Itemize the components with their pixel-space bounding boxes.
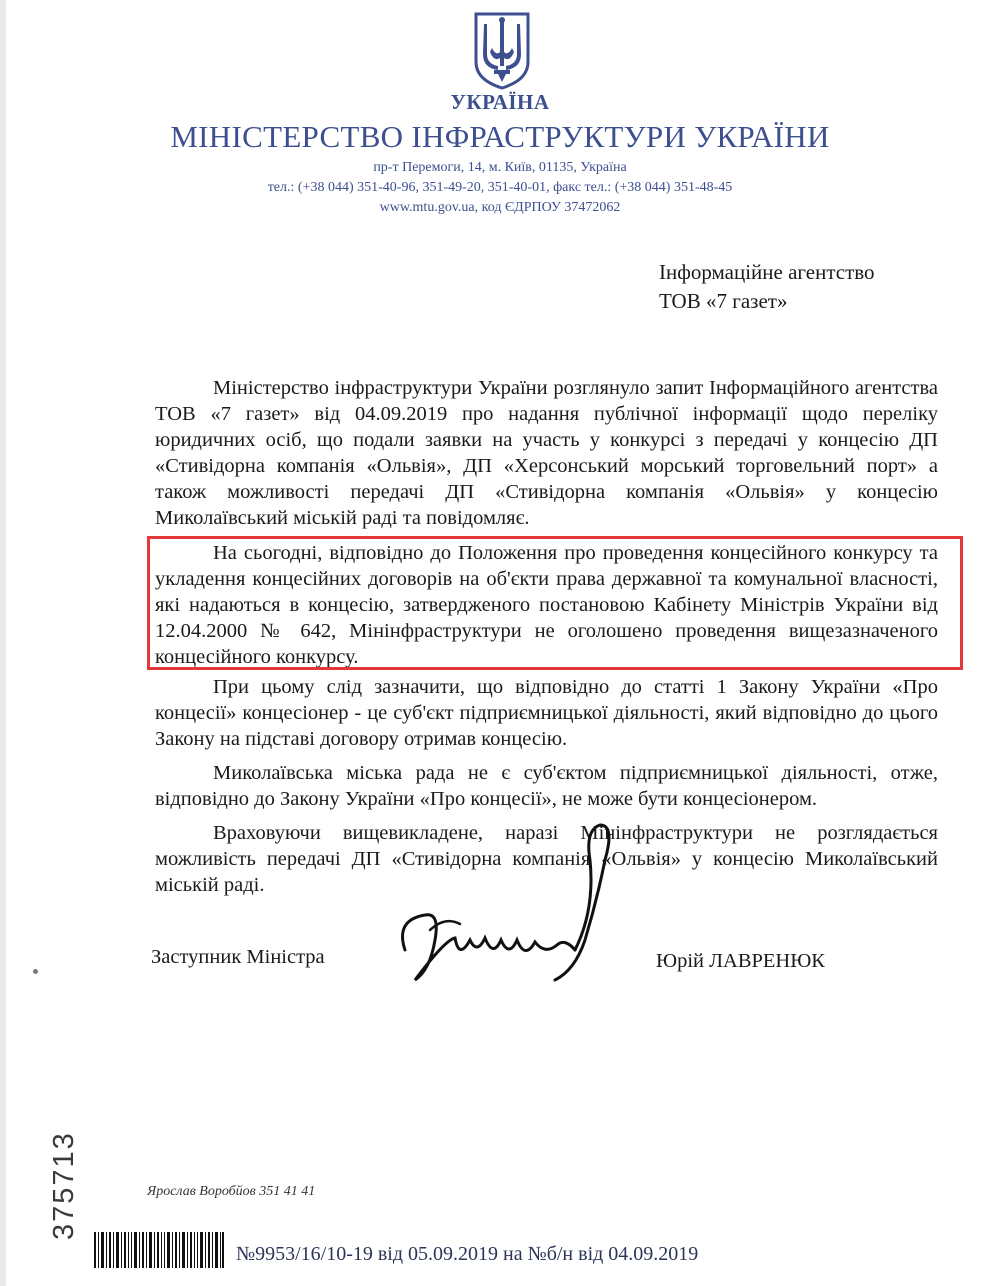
- paragraph-4: Миколаївська міська рада не є суб'єктом підприємницької діяльності, отже, відповідно до Закону України «Про концесії», не може бути концесіонером.: [155, 762, 938, 810]
- highlight-annotation: [147, 536, 963, 670]
- registration-number: 375713: [48, 1131, 80, 1240]
- ministry-heading: МІНІСТЕРСТВО ІНФРАСТРУКТУРИ УКРАЇНИ: [170, 119, 830, 154]
- recipient-line-1: Інформаційне агентство: [659, 260, 875, 284]
- handwritten-signature: [385, 820, 625, 1000]
- paragraph-5: Враховуючи вищевикладене, наразі Мінінфраструктури не розглядається можливість передачі ДП «Стивідорна компанія «Ольвія» у концесію Миколаївський міській раді.: [155, 822, 938, 896]
- outgoing-number: №9953/16/10-19 від 05.09.2019 на №б/н від 04.09.2019: [236, 1243, 699, 1265]
- paragraph-3: При цьому слід зазначити, що відповідно до статті 1 Закону України «Про концесії» концесіонер - це суб'єкт підприємницької діяльності, який відповідно до цього Закону на підставі договору отримав концесію.: [155, 676, 938, 750]
- paragraph-1: Міністерство інфраструктури України розглянуло запит Інформаційного агентства ТОВ «7 газет» від 04.09.2019 про надання публічної інформації щодо переліку юридичних осіб, що подали заявки на участь у конкурсі з передачі у концесію ДП «Стивідорна компанія «Ольвія», ДП «Херсонський морський торговельний порт» а також можливості передачі ДП «Стивідорна компанія «Ольвія» у концесію Миколаївський міській раді та повідомляє.: [155, 377, 938, 529]
- recipient-block: [659, 258, 875, 316]
- ministry-phones: тел.: (+38 044) 351-40-96, 351-49-20, 351-40-01, факс тел.: (+38 044) 351-48-45: [267, 180, 733, 195]
- paragraph-2: На сьогодні, відповідно до Положення про проведення концесійного конкурсу та укладення концесійних договорів на об'єкти права державної та комунальної власності, які надаються в концесію, затвердженого постановою Кабінету Міністрів України від 12.04.2000 № 642, Мінінфраструктури не оголошено проведення вищезазначеного концесійного конкурсу.: [155, 542, 938, 668]
- recipient-line-2: ТОВ «7 газет»: [659, 289, 788, 313]
- signer-position: Заступник Міністра: [151, 946, 325, 968]
- executor-line: Ярослав Воробйов 351 41 41: [147, 1184, 316, 1199]
- country-heading: УКРАЇНА: [450, 90, 550, 114]
- scan-dot: [33, 969, 38, 974]
- signer-name: Юрій ЛАВРЕНЮК: [656, 950, 825, 972]
- ministry-web: www.mtu.gov.ua, код ЄДРПОУ 37472062: [379, 200, 621, 215]
- barcode-icon: [94, 1232, 224, 1268]
- ministry-address: пр-т Перемоги, 14, м. Київ, 01135, Україна: [373, 160, 627, 175]
- trident-emblem-icon: [472, 10, 532, 90]
